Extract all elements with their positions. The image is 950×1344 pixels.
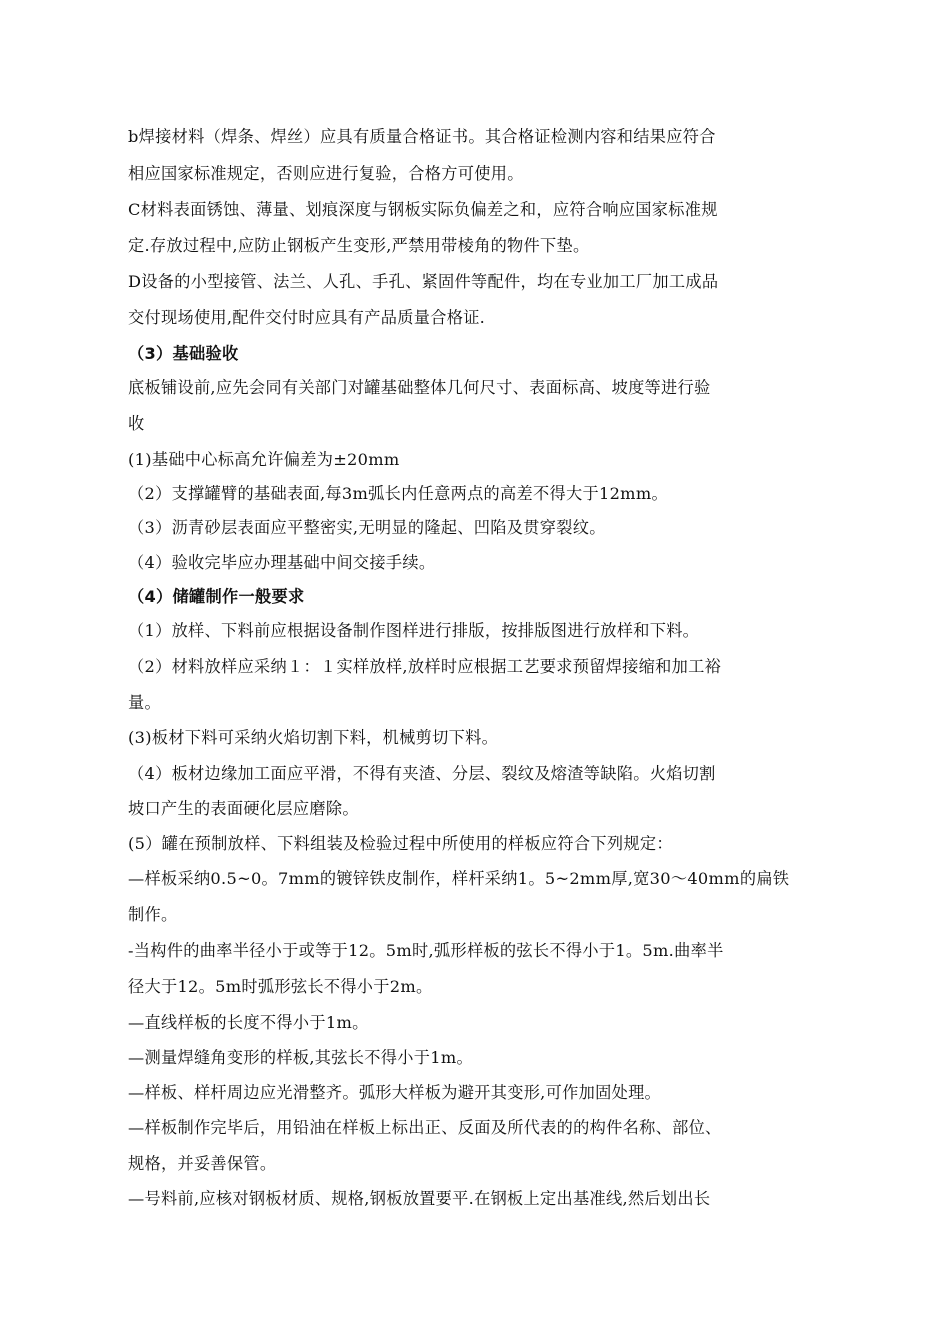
text-line: 量。 [128,693,161,712]
text-line: 坡口产生的表面硬化层应磨除。 [128,799,359,818]
text-line: （3）沥青砂层表面应平整密实,无明显的隆起、凹陷及贯穿裂纹。 [128,518,606,537]
text-line: （4）板材边缘加工面应平滑，不得有夹渣、分层、裂纹及熔渣等缺陷。火焰切割 [128,764,716,783]
text-line: D设备的小型接管、法兰、人孔、手孔、紧固件等配件，均在专业加工厂加工成品 [128,272,719,291]
text-line: C材料表面锈蚀、薄量、划痕深度与钢板实际负偏差之和，应符合响应国家标准规 [128,200,718,219]
text-line: 径大于12。5m时弧形弦长不得小于2m。 [128,977,433,996]
text-line: (3)板材下料可采纳火焰切割下料，机械剪切下料。 [128,728,499,747]
text-line: 收 [128,414,145,433]
section-heading: （4）储罐制作一般要求 [128,587,305,606]
text-line: —样板采纳0.5~0。7mm的镀锌铁皮制作，样杆采纳1。5~2mm厚,宽30～40mm的扁铁 [128,869,790,888]
text-line: —测量焊缝角变形的样板,其弦长不得小于1m。 [128,1048,473,1067]
text-line: b焊接材料（焊条、焊丝）应具有质量合格证书。其合格证检测内容和结果应符合 [128,127,716,146]
text-line: —样板制作完毕后，用铅油在样板上标出正、反面及所代表的的构件名称、部位、 [128,1118,722,1137]
text-line: —号料前,应核对钢板材质、规格,钢板放置要平.在钢板上定出基准线,然后划出长 [128,1189,711,1208]
text-line: 交付现场使用,配件交付时应具有产品质量合格证. [128,308,486,327]
text-line: 底板铺设前,应先会同有关部门对罐基础整体几何尺寸、表面标高、坡度等进行验 [128,378,711,397]
section-heading: （3）基础验收 [128,344,239,363]
text-line: （2）材料放样应采纳１：１实样放样,放样时应根据工艺要求预留焊接缩和加工裕 [128,657,722,676]
text-line: 相应国家标准规定，否则应进行复验，合格方可使用。 [128,164,524,183]
text-line: （1）放样、下料前应根据设备制作图样进行排版，按排版图进行放样和下料。 [128,621,700,640]
text-line: -当构件的曲率半径小于或等于12。5m时,弧形样板的弦长不得小于1。5m.曲率半 [128,941,724,960]
text-line: 制作。 [128,905,178,924]
text-line: 定.存放过程中,应防止钢板产生变形,严禁用带棱角的物件下垫。 [128,236,590,255]
text-line: —直线样板的长度不得小于1m。 [128,1013,369,1032]
text-line: 规格，并妥善保管。 [128,1154,277,1173]
text-line: （4）验收完毕应办理基础中间交接手续。 [128,553,436,572]
text-line: (5）罐在预制放样、下料组装及检验过程中所使用的样板应符合下列规定： [128,834,673,853]
text-line: （2）支撑罐臂的基础表面,每3m弧长内任意两点的高差不得大于12mm。 [128,484,668,503]
text-line: —样板、样杆周边应光滑整齐。弧形大样板为避开其变形,可作加固处理。 [128,1083,662,1102]
text-line: (1)基础中心标高允许偏差为±20mm [128,450,400,469]
